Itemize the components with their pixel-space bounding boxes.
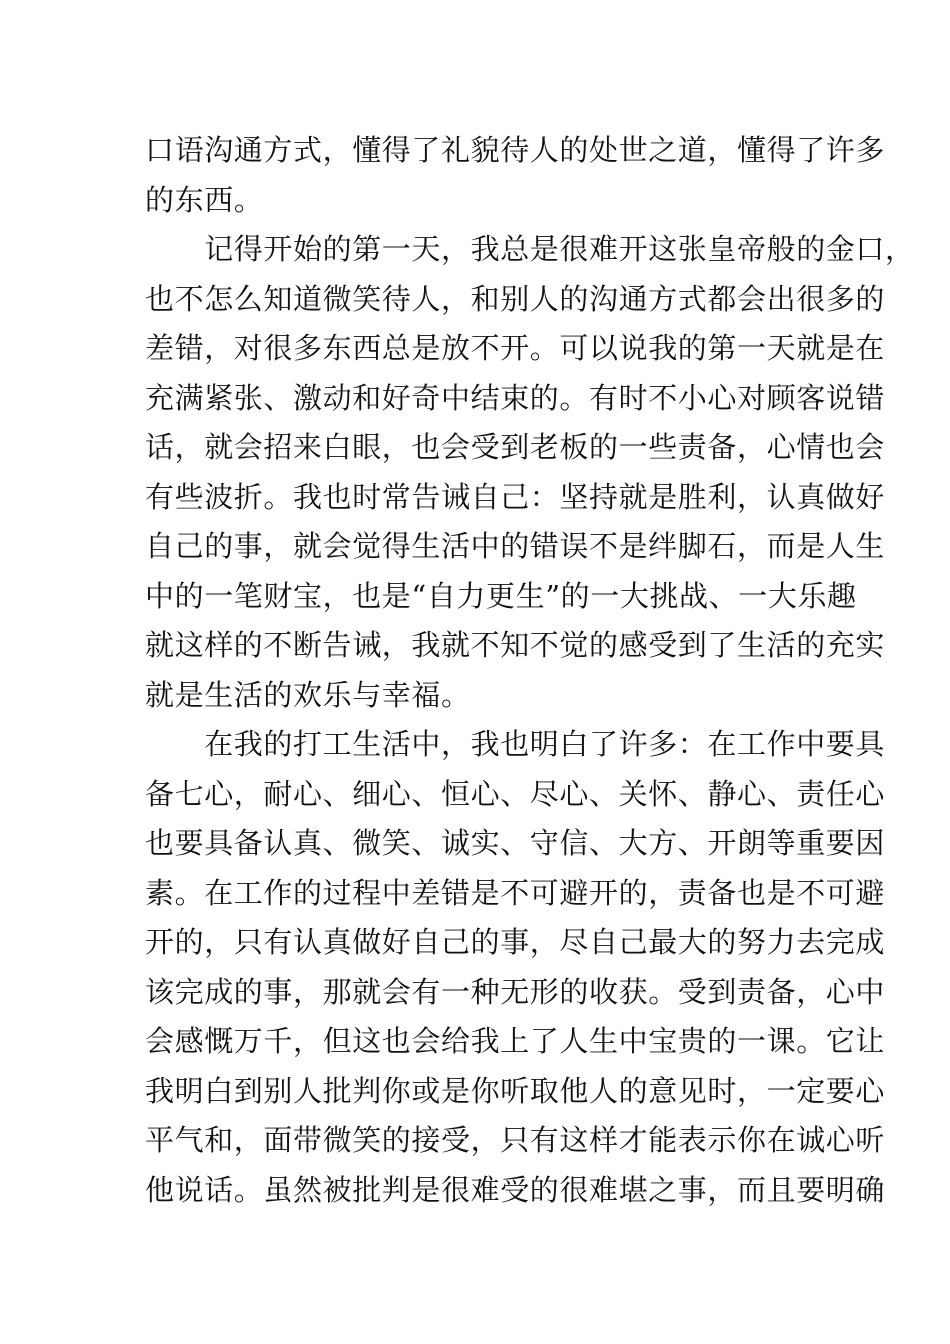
text-line: 也要具备认真、微笑、诚实、守信、大方、开朗等重要因 <box>145 826 886 860</box>
text-line: 会感慨万千，但这也会给我上了人生中宝贵的一课。它让 <box>145 1024 886 1058</box>
text-line: 充满紧张、激动和好奇中结束的。有时不小心对顾客说错 <box>145 380 886 415</box>
text-line: 开的，只有认真做好自己的事，尽自己最大的努力去完成 <box>145 925 886 959</box>
document-body-text <box>145 126 915 1215</box>
text-line: 话，就会招来白眼，也会受到老板的一些责备，心情也会 <box>145 430 886 464</box>
text-line: 该完成的事，那就会有一种无形的收获。受到责备，心中 <box>145 974 886 1009</box>
text-line: 有些波折。我也时常告诫自己：坚持就是胜利，认真做好 <box>145 479 886 514</box>
text-line: 就这样的不断告诫，我就不知不觉的感受到了生活的充实 <box>145 628 886 662</box>
text-line: 也不怎么知道微笑待人，和别人的沟通方式都会出很多的 <box>145 281 886 316</box>
text-line: 就是生活的欢乐与幸福。 <box>145 677 471 712</box>
text-line: 我明白到别人批判你或是你听取他人的意见时，一定要心 <box>145 1073 886 1108</box>
text-line: 自己的事，就会觉得生活中的错误不是绊脚石，而是人生 <box>145 529 886 563</box>
text-line: 口语沟通方式，懂得了礼貌待人的处世之道，懂得了许多 <box>145 133 886 167</box>
text-line: 他说话。虽然被批判是很难受的很难堪之事，而且要明确 <box>145 1172 886 1207</box>
paragraph-first-line: 在我的打工生活中，我也明白了许多：在工作中要具 <box>145 727 886 761</box>
text-line: 平气和，面带微笑的接受，只有这样才能表示你在诚心听 <box>145 1123 886 1157</box>
text-line: 的东西。 <box>145 182 264 217</box>
text-line: 备七心，耐心、细心、恒心、尽心、关怀、静心、责任心 <box>145 776 886 811</box>
text-line: 素。在工作的过程中差错是不可避开的，责备也是不可避 <box>145 875 886 910</box>
text-line: 差错，对很多东西总是放不开。可以说我的第一天就是在 <box>145 331 886 365</box>
text-line: 中的一笔财宝，也是“自力更生”的一大挑战、一大乐趣 <box>145 578 857 613</box>
paragraph-first-line: 记得开始的第一天，我总是很难开这张皇帝般的金口， <box>145 232 915 266</box>
